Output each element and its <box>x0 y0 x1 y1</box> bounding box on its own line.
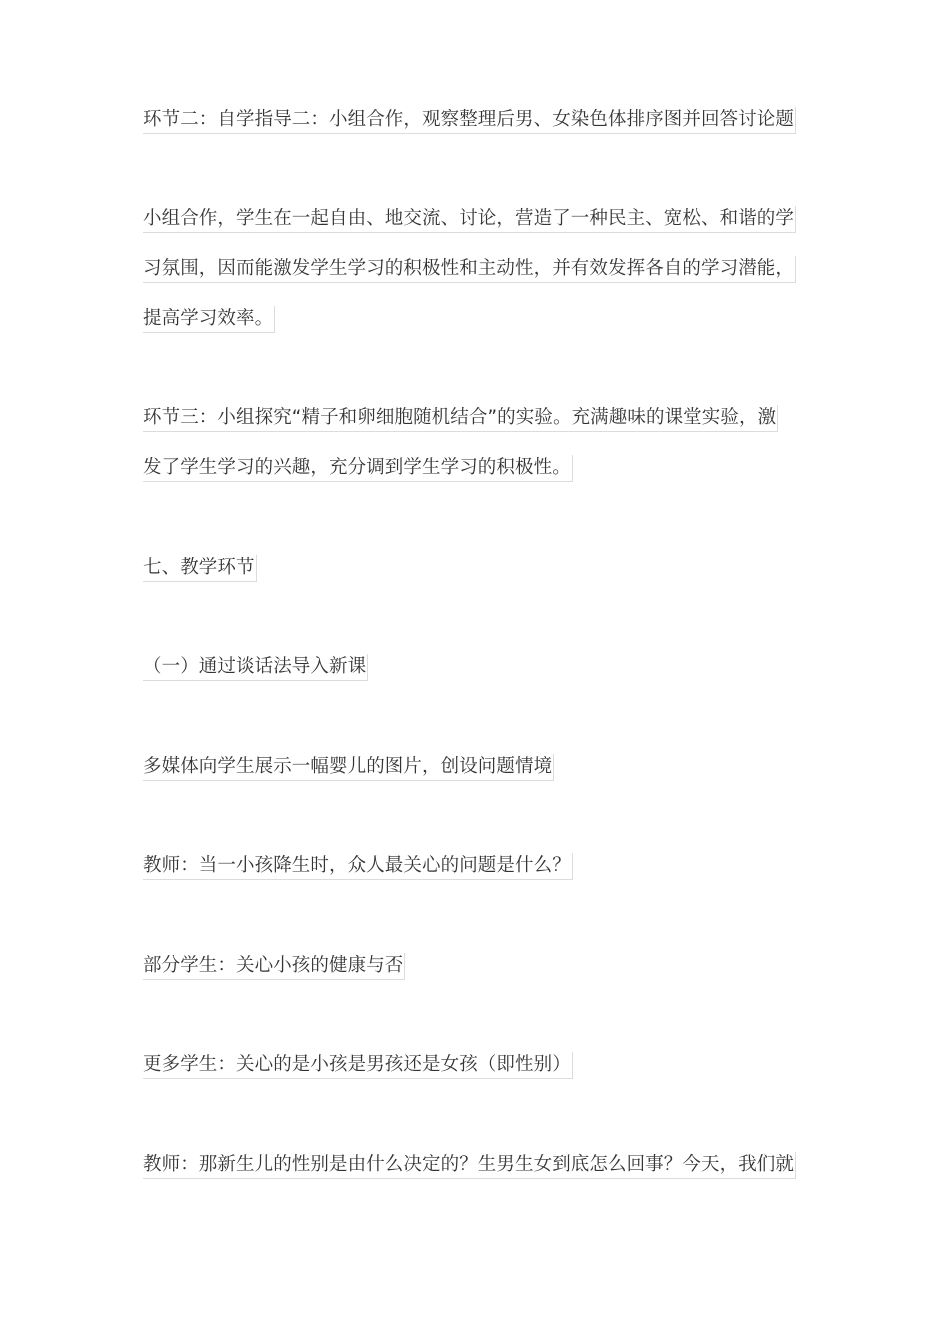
text-line-13: 教师：那新生儿的性别是由什么决定的？生男生女到底怎么回事？今天，我们就 <box>143 1152 796 1179</box>
text-line-1: 环节二：自学指导二：小组合作，观察整理后男、女染色体排序图并回答讨论题 <box>143 107 796 134</box>
text-line-11: 部分学生：关心小孩的健康与否 <box>143 953 405 980</box>
text-line-3: 习氛围，因而能激发学生学习的积极性和主动性，并有效发挥各自的学习潜能， <box>143 256 796 283</box>
text-line-9: 多媒体向学生展示一幅婴儿的图片，创设问题情境 <box>143 754 554 781</box>
section-heading: 七、教学环节 <box>143 555 257 582</box>
text-line-5: 环节三：小组探究“精子和卵细胞随机结合”的实验。充满趣味的课堂实验，激 <box>143 405 778 432</box>
subsection-heading: （一）通过谈话法导入新课 <box>143 654 368 681</box>
text-line-10: 教师：当一小孩降生时，众人最关心的问题是什么？ <box>143 853 573 880</box>
text-line-4: 提高学习效率。 <box>143 306 275 333</box>
text-line-12: 更多学生：关心的是小孩是男孩还是女孩（即性别） <box>143 1052 573 1079</box>
text-line-6: 发了学生学习的兴趣，充分调到学生学习的积极性。 <box>143 455 573 482</box>
text-line-2: 小组合作，学生在一起自由、地交流、讨论，营造了一种民主、宽松、和谐的学 <box>143 206 796 233</box>
